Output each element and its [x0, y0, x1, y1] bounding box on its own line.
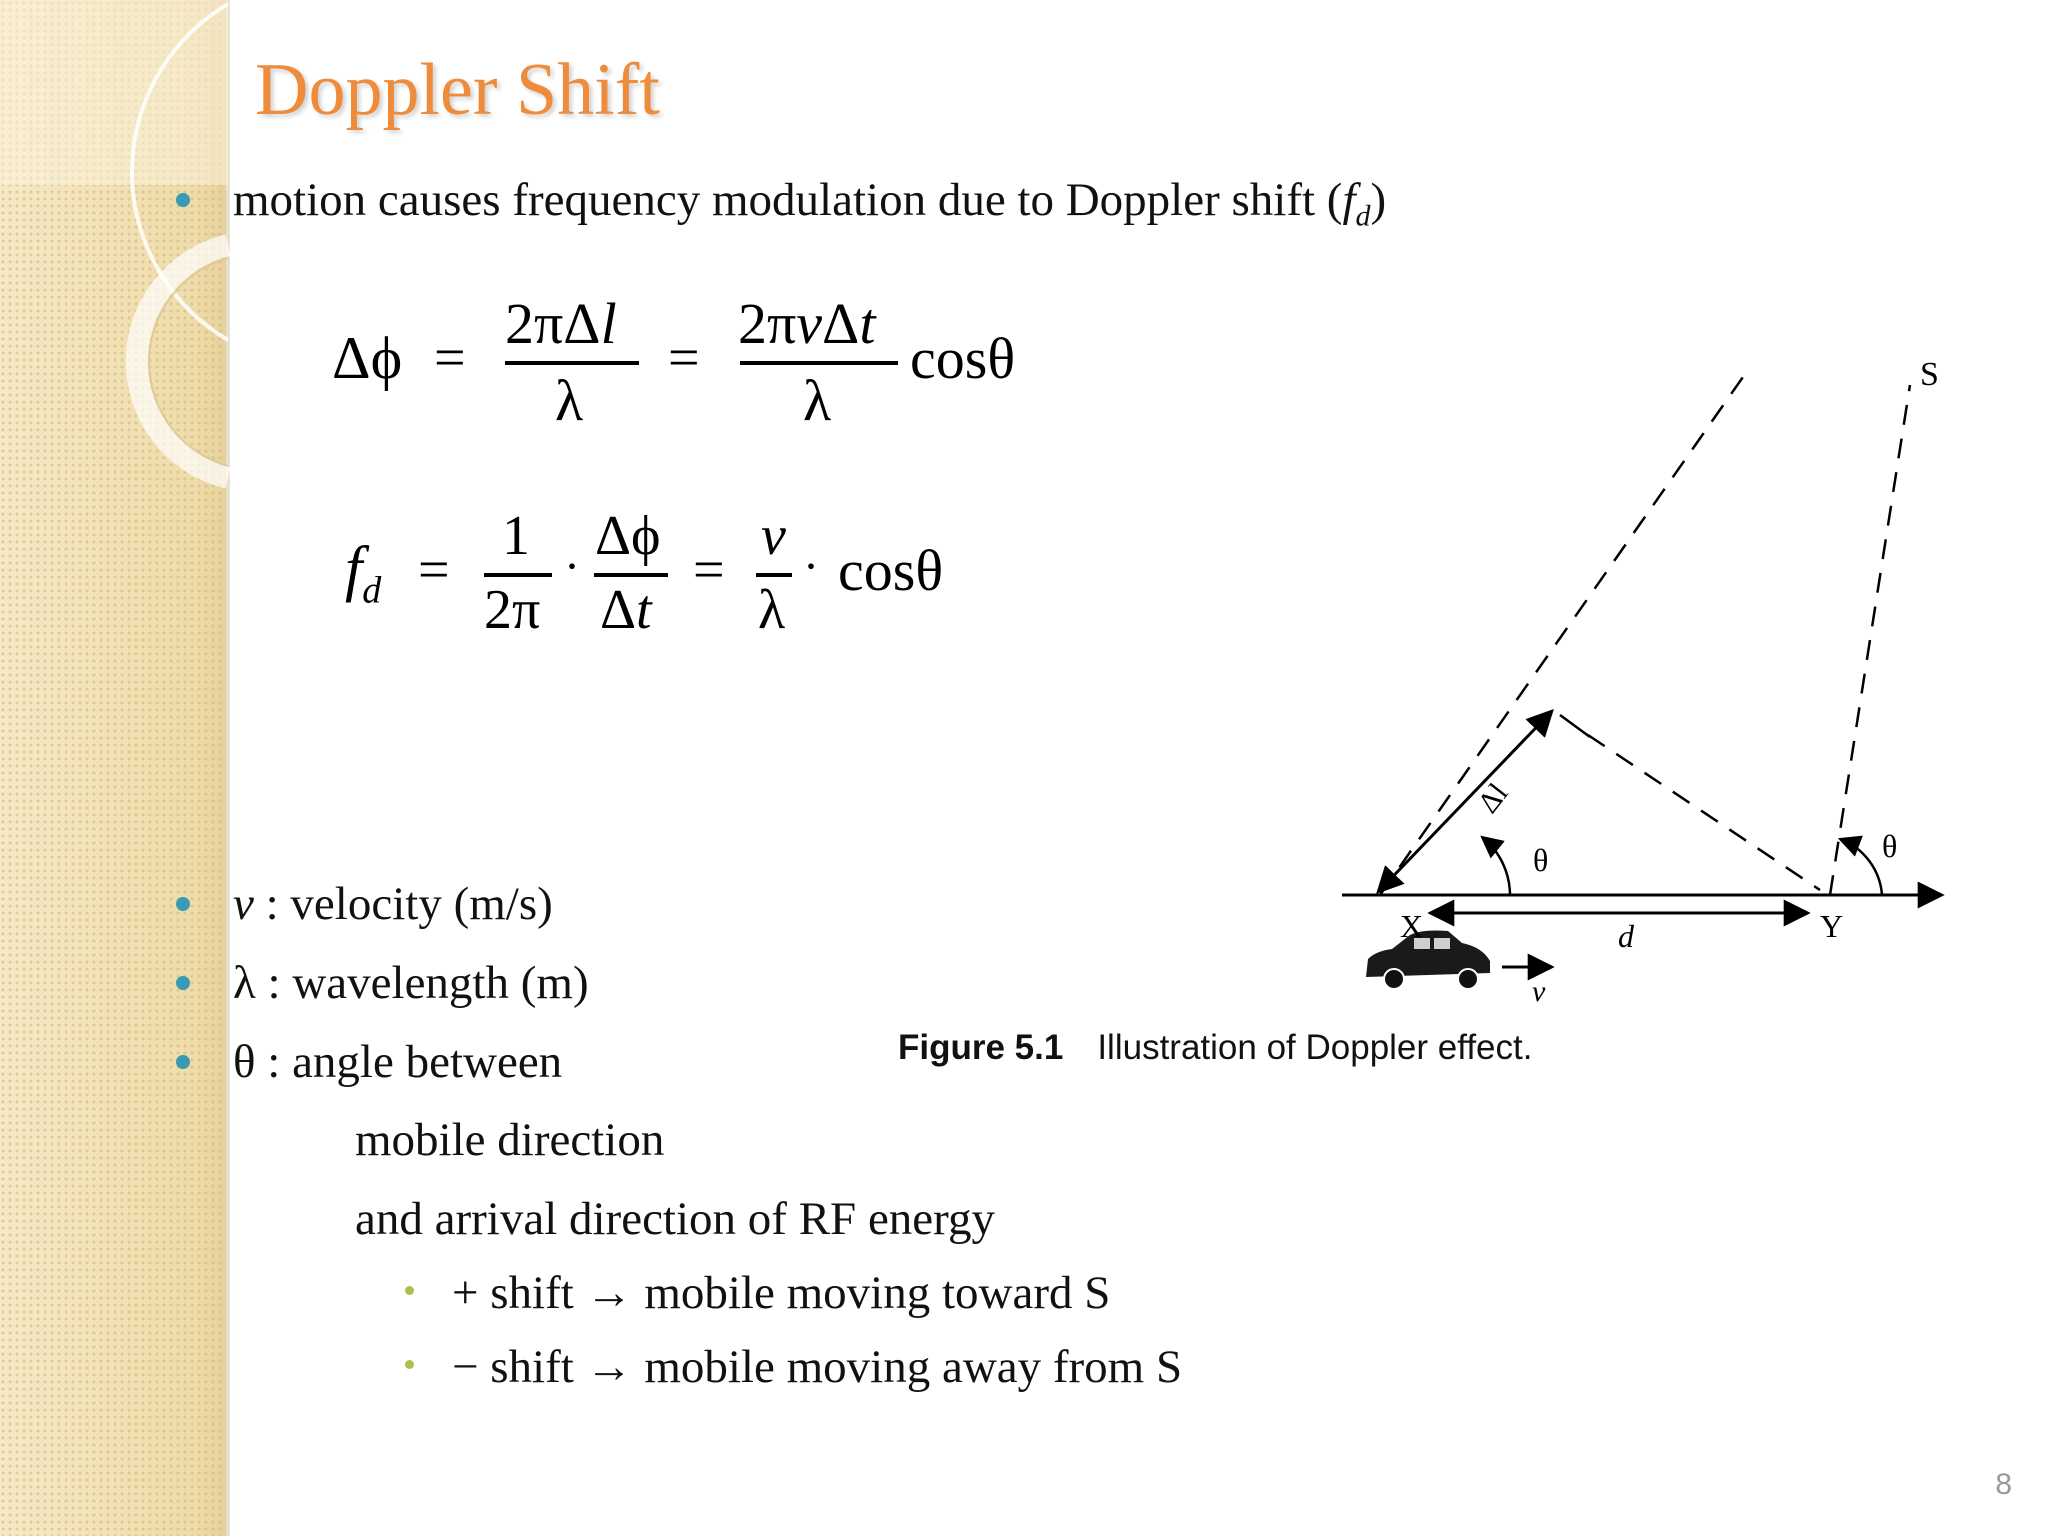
- figure-caption: [898, 1028, 1532, 1068]
- eq2-equals-1: =: [418, 539, 450, 601]
- projection-line: [1588, 735, 1820, 890]
- label-theta-y: θ: [1882, 828, 1898, 864]
- eq2-frac3-denominator: λ: [758, 579, 786, 641]
- fd-variable: f: [1342, 174, 1356, 226]
- path-x-to-s: [1380, 367, 1750, 895]
- eq1-frac1-num-text: 2πΔ: [505, 291, 601, 356]
- eq2-frac1-numerator: 1: [502, 505, 530, 567]
- sub-bullet-marker: [405, 1286, 414, 1295]
- eq2-lhs-var: f: [345, 535, 363, 603]
- eq2-frac1-bar: [484, 573, 552, 577]
- eq1-cos-theta: cosθ: [910, 326, 1016, 391]
- velocity-variable: v: [233, 878, 254, 930]
- projection-tick: [1560, 715, 1590, 737]
- eq2-frac3-num-var: v: [761, 505, 786, 567]
- theta-arc-x: [1482, 837, 1510, 895]
- label-x: X: [1400, 908, 1424, 944]
- bullet-marker: [176, 1055, 190, 1069]
- caption-label: Figure 5.1: [898, 1028, 1064, 1067]
- eq2-dot-2: ·: [803, 540, 819, 593]
- decorative-rings: [0, 0, 260, 520]
- page-number: 8: [1995, 1468, 2012, 1501]
- eq1-frac2-num-var2: t: [859, 291, 876, 356]
- eq2-cos-theta: cosθ: [838, 538, 944, 603]
- bullet-angle-line2: mobile direction: [355, 1114, 665, 1166]
- label-delta-l: Δl: [1471, 777, 1515, 820]
- doppler-figure: [1330, 355, 1970, 1015]
- bullet-marker: [176, 897, 190, 911]
- sub-bullet-minus: − shift → mobile moving away from S: [452, 1341, 1183, 1393]
- bullet-velocity: [233, 878, 553, 930]
- eq1-frac2-num-b: Δ: [822, 291, 860, 356]
- eq1-frac1-bar: [505, 361, 639, 365]
- bullet-intro: [233, 174, 1387, 233]
- eq2-frac2-den-var: t: [636, 579, 652, 641]
- delta-l-arrow: [1378, 711, 1552, 892]
- eq2-lhs-sub: d: [362, 569, 382, 612]
- eq2-dot-1: ·: [564, 540, 580, 593]
- eq2-frac1-denominator: 2π: [484, 579, 541, 641]
- eq2-frac2-den-a: Δ: [600, 579, 637, 641]
- label-d: d: [1618, 918, 1634, 954]
- car-icon: [1366, 931, 1490, 990]
- eq2-frac2-numerator: Δϕ: [595, 505, 661, 567]
- eq2-lhs: [345, 535, 382, 612]
- bullet-marker: [176, 976, 190, 990]
- bullet-intro-close: ): [1370, 174, 1387, 226]
- eq1-frac1-num-var: l: [600, 291, 617, 356]
- eq1-lhs: Δϕ: [332, 325, 403, 391]
- eq1-frac1-denominator: λ: [555, 368, 584, 433]
- eq1-equals-1: =: [434, 327, 466, 389]
- label-y: Y: [1820, 908, 1844, 944]
- bullet-wavelength: λ : wavelength (m): [233, 957, 589, 1009]
- caption-text: Illustration of Doppler effect.: [1097, 1028, 1533, 1067]
- bullet-intro-text: motion causes frequency modulation due to Doppler shift (: [233, 174, 1343, 226]
- eq1-equals-2: =: [668, 327, 700, 389]
- slide-title: Doppler Shift: [255, 49, 660, 131]
- velocity-text: : velocity (m/s): [253, 878, 553, 930]
- eq2-frac3-numerator: [761, 505, 786, 567]
- eq1-frac1-numerator: [505, 291, 617, 356]
- eq1-frac2-numerator: [738, 291, 876, 356]
- eq2-frac2-bar: [594, 573, 668, 577]
- eq1-frac2-num-a: 2π: [738, 291, 797, 356]
- path-y-to-s: [1830, 385, 1910, 895]
- eq1-frac2-denominator: λ: [803, 368, 832, 433]
- sub-bullet-marker: [405, 1360, 414, 1369]
- sub-bullet-plus: + shift → mobile moving toward S: [452, 1267, 1111, 1319]
- eq2-equals-2: =: [693, 539, 725, 601]
- eq2-frac3-bar: [756, 573, 792, 577]
- label-v: v: [1532, 975, 1546, 1008]
- eq1-frac2-num-var: v: [796, 291, 823, 356]
- eq2-frac2-denominator: [600, 579, 652, 641]
- theta-arc-y: [1840, 839, 1882, 895]
- eq1-frac2-bar: [740, 361, 898, 365]
- bullet-marker: [176, 193, 190, 207]
- deco-ring: [137, 245, 228, 478]
- fd-subscript: d: [1355, 199, 1371, 233]
- label-theta-x: θ: [1533, 842, 1549, 878]
- label-s: S: [1920, 356, 1939, 393]
- bullet-angle: θ : angle between: [233, 1036, 563, 1088]
- bullet-angle-line3: and arrival direction of RF energy: [355, 1193, 995, 1245]
